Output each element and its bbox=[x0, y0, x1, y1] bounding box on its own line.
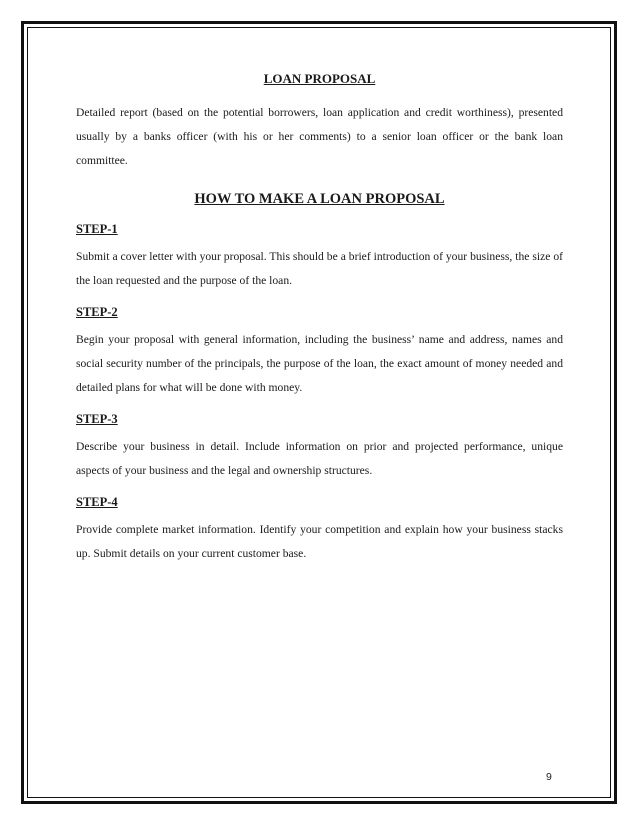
step-text: Begin your proposal with general information, including the business’ name and address, names and social security number of the principals, the purpose of the loan, the exact amount of money needed and detailed plans for what will be done with money. bbox=[76, 333, 563, 394]
section-heading: HOW TO MAKE A LOAN PROPOSAL bbox=[194, 191, 445, 207]
step-2-section bbox=[76, 305, 563, 400]
step-heading: STEP-3 bbox=[76, 412, 118, 426]
intro-paragraph: Detailed report (based on the potential borrowers, loan application and credit worthiness), presented usually by a banks officer (with his or her comments) to a senior loan officer or the bank loan committee. bbox=[76, 106, 563, 167]
step-1-section bbox=[76, 222, 563, 293]
document-body bbox=[76, 71, 563, 572]
step-heading: STEP-2 bbox=[76, 305, 118, 319]
step-text: Submit a cover letter with your proposal. This should be a brief introduction of your business, the size of the loan requested and the purpose of the loan. bbox=[76, 250, 563, 287]
step-text: Provide complete market information. Identify your competition and explain how your business stacks up. Submit details on your current customer base. bbox=[76, 523, 563, 560]
step-text: Describe your business in detail. Include information on prior and projected performance, unique aspects of your business and the legal and ownership structures. bbox=[76, 440, 563, 477]
step-heading: STEP-1 bbox=[76, 222, 118, 236]
page-number: 9 bbox=[546, 771, 552, 783]
step-heading: STEP-4 bbox=[76, 495, 118, 509]
step-4-section bbox=[76, 495, 563, 566]
document-title: LOAN PROPOSAL bbox=[263, 71, 376, 86]
step-3-section bbox=[76, 412, 563, 483]
